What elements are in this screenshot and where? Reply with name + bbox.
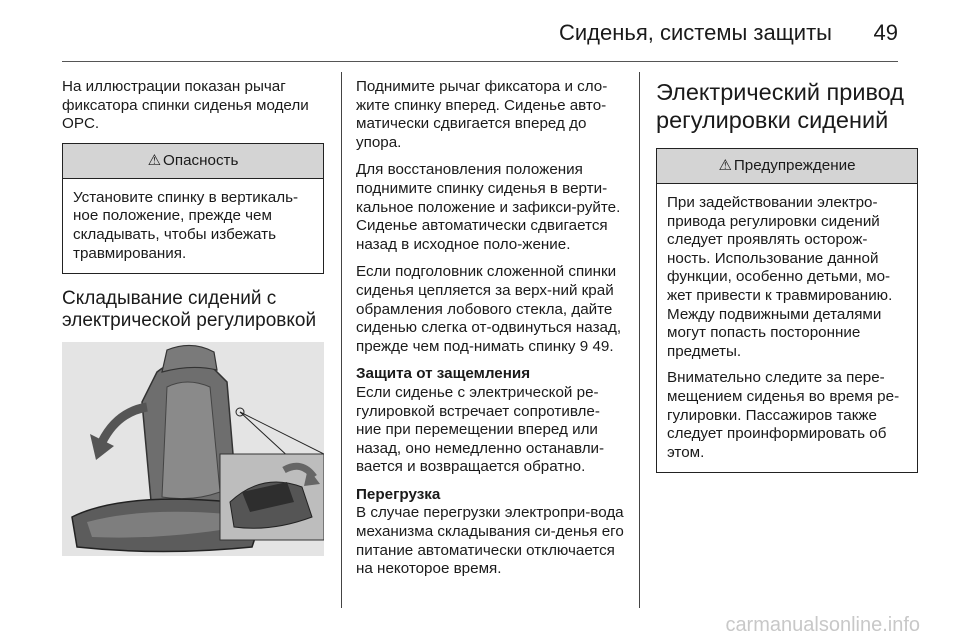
watermark: carmanualsonline.info [725,614,920,636]
warning-text-2: Внимательно следите за пере-мещением сиденья во время ре-гулировки. Пассажиров также следует проинформировать об этом. [667,369,900,461]
page-reference-icon: 9 [579,337,589,355]
danger-title: Опасность [163,151,239,169]
warning-triangle-icon: ⚠ [718,157,732,174]
paragraph-pinch-protection: Если сиденье с электрической ре-гулировкой встречает сопротивле-ние при перемещении вперед или назад, оно немедленно останавли-вается и возвращается обратно. [356,383,605,476]
column-divider [341,72,342,608]
page-number: 49 [873,20,898,45]
danger-box [62,143,324,274]
page-reference[interactable]: 49. [592,337,614,355]
subheading-pinch-protection: Защита от защемления [356,365,531,383]
paragraph-overload: В случае перегрузки электропри-вода механизма складывания си-денья его питание автоматически отключается на некоторое время. [356,504,624,578]
column-divider [639,72,640,608]
column-3 [656,78,918,485]
page-title: Сиденья, системы защиты [558,20,832,45]
paragraph-restore-position: Для восстановления положения поднимите спинку сиденья в верти-кальное положение и зафикси-руйте. Сиденье автоматически сдвигается назад в исходное поло-жение. [356,161,621,253]
seat-illustration [62,342,324,556]
danger-text: Установите спинку в вертикаль-ное положение, прежде чем складывать, чтобы избежать травмирования. [73,188,299,262]
danger-box-header [63,144,323,179]
warning-triangle-icon: ⚠ [147,151,162,169]
warning-box-header [657,149,917,184]
header-divider [62,61,898,62]
seat-illustration-drawing [62,342,324,556]
warning-text-1: При задействовании электро-привода регулировки сидений следует проявлять осторож-ность. Использование данной функции, особенно детьми, мо-жет привести к травмированию. Между подвижными деталями могут попасть посторонние предметы. [667,194,893,360]
column-1 [62,78,324,556]
section-heading-folding: Складывание сидений с электрической регулировкой [62,288,317,332]
subheading-overload: Перегрузка [356,485,441,503]
section-heading-power-seats: Электрический привод регулировки сидений [656,79,904,133]
paragraph-headrest: Если подголовник сложенной спинки сиденья цепляется за верх-ний край обрамления лобового стекла, дайте сиденью слегка от-одвинуться назад, прежде чем под-нимать спинку 9 49. [356,263,622,355]
warning-box [656,148,918,473]
column-2 [356,78,624,588]
paragraph-fold-procedure: Поднимите рычаг фиксатора и сло-жите спинку вперед. Сиденье авто-матически сдвигается вперед до упора. [356,78,608,151]
intro-paragraph: На иллюстрации показан рычаг фиксатора спинки сиденья модели OPC. [62,78,309,133]
warning-title: Предупреждение [733,157,856,174]
